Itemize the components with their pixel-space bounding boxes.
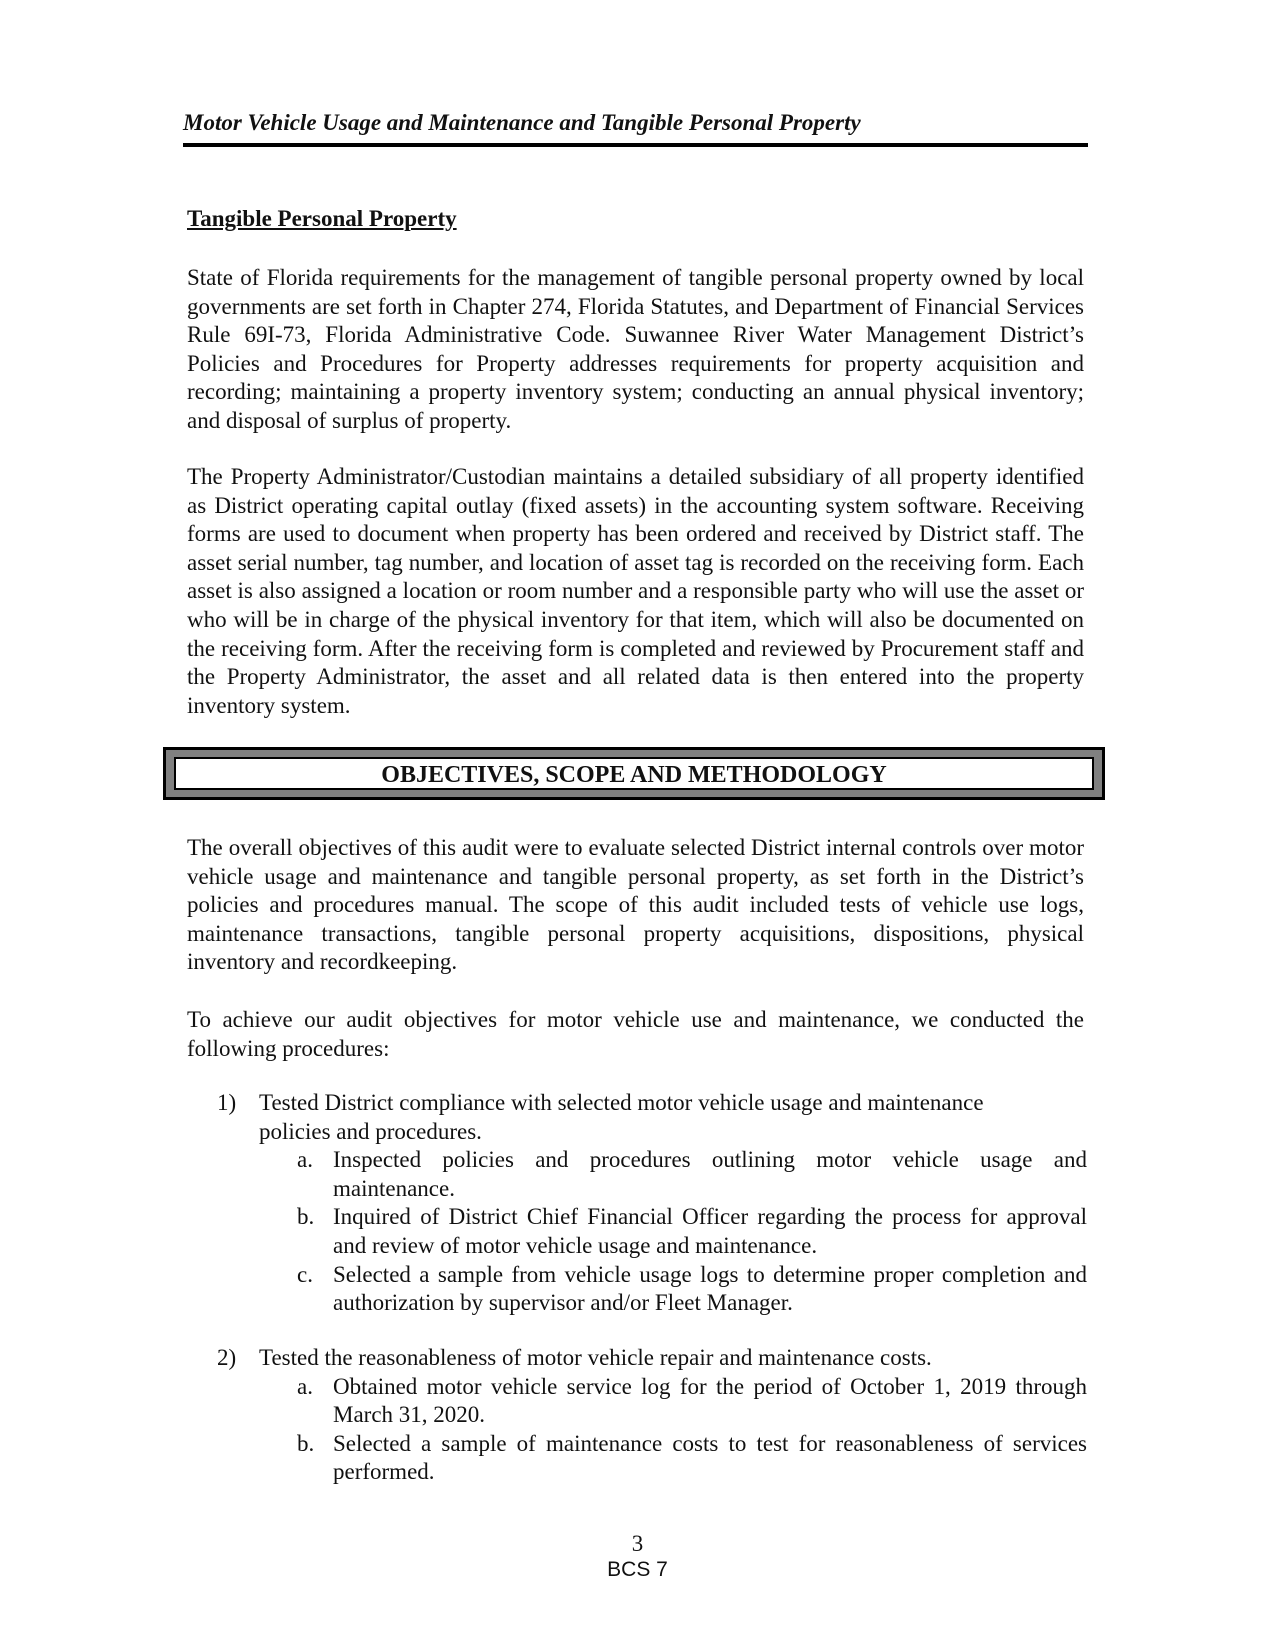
step-letter: a. <box>297 1147 313 1173</box>
step-text: Selected a sample from vehicle usage logs to determine proper completion and authorization by supervisor and/or Fleet Manager. <box>333 1261 1087 1316</box>
step-text: Selected a sample of maintenance costs to test for reasonableness of services performed. <box>333 1430 1087 1485</box>
procedure-item <box>217 1089 1087 1318</box>
procedure-number: 1) <box>217 1090 237 1115</box>
step-letter: a. <box>297 1373 313 1399</box>
paragraph-florida-requirements: State of Florida requirements for the management of tangible personal property owned by local governments are set forth in Chapter 274, Florida Statutes, and Department of Financial Services Rule 69I-73, Florida Administrative Code. Suwannee River Water Management District’s Policies and Procedures for Property addresses requirements for property acquisition and recording; maintaining a property inventory system; conducting an annual physical inventory; and disposal of surplus of property. <box>187 265 1084 433</box>
procedure-step <box>297 1430 1087 1487</box>
page-code: BCS 7 <box>607 1558 668 1581</box>
procedure-step <box>297 1261 1087 1318</box>
step-letter: b. <box>297 1430 315 1456</box>
paragraph-procedures-intro: To achieve our audit objectives for motor vehicle use and maintenance, we conducted the following procedures: <box>187 1007 1084 1061</box>
step-text: Inspected policies and procedures outlining motor vehicle usage and maintenance. <box>333 1147 1087 1201</box>
page-number: 3 <box>631 1531 644 1556</box>
step-letter: c. <box>297 1261 313 1287</box>
running-header: Motor Vehicle Usage and Maintenance and Tangible Personal Property <box>183 110 861 135</box>
step-text: Obtained motor vehicle service log for the period of October 1, 2019 through March 31, 2020. <box>333 1373 1087 1428</box>
section-banner <box>163 747 1105 800</box>
section-banner-title: OBJECTIVES, SCOPE AND METHODOLOGY <box>174 757 1094 790</box>
paragraph-audit-objectives: The overall objectives of this audit were to evaluate selected District internal controls over motor vehicle usage and maintenance and tangible personal property, as set forth in the District’s policies and procedures manual. The scope of this audit included tests of vehicle use logs, maintenance transactions, tangible personal property acquisitions, dispositions, physical inventory and recordkeeping. <box>187 835 1084 975</box>
procedure-step <box>297 1146 1087 1203</box>
section-heading-tangible-property: Tangible Personal Property <box>187 206 457 231</box>
paragraph-property-administrator: The Property Administrator/Custodian maintains a detailed subsidiary of all property identified as District operating capital outlay (fixed assets) in the accounting system software. Receiving forms are used to document when property has been ordered and received by District staff. The asset serial number, tag number, and location of asset tag is recorded on the receiving form. Each asset is also assigned a location or room number and a responsible party who will use the asset or who will be in charge of the physical inventory for that item, which will also be documented on the receiving form. After the receiving form is completed and reviewed by Procurement staff and the Property Administrator, the asset and all related data is then entered into the property inventory system. <box>187 464 1084 718</box>
procedure-steps <box>297 1373 1087 1487</box>
header-rule <box>183 143 1088 147</box>
step-text: Inquired of District Chief Financial Officer regarding the process for approval and review of motor vehicle usage and maintenance. <box>333 1204 1087 1258</box>
procedure-step <box>297 1373 1087 1430</box>
procedure-steps <box>297 1146 1087 1318</box>
procedure-text: Tested the reasonableness of motor vehicle repair and maintenance costs. <box>259 1345 932 1370</box>
step-letter: b. <box>297 1204 315 1230</box>
procedure-number: 2) <box>217 1345 237 1370</box>
procedure-text: Tested District compliance with selected motor vehicle usage and maintenance policies and procedures. <box>259 1090 984 1144</box>
procedure-item <box>217 1344 1087 1487</box>
procedure-step <box>297 1203 1087 1260</box>
